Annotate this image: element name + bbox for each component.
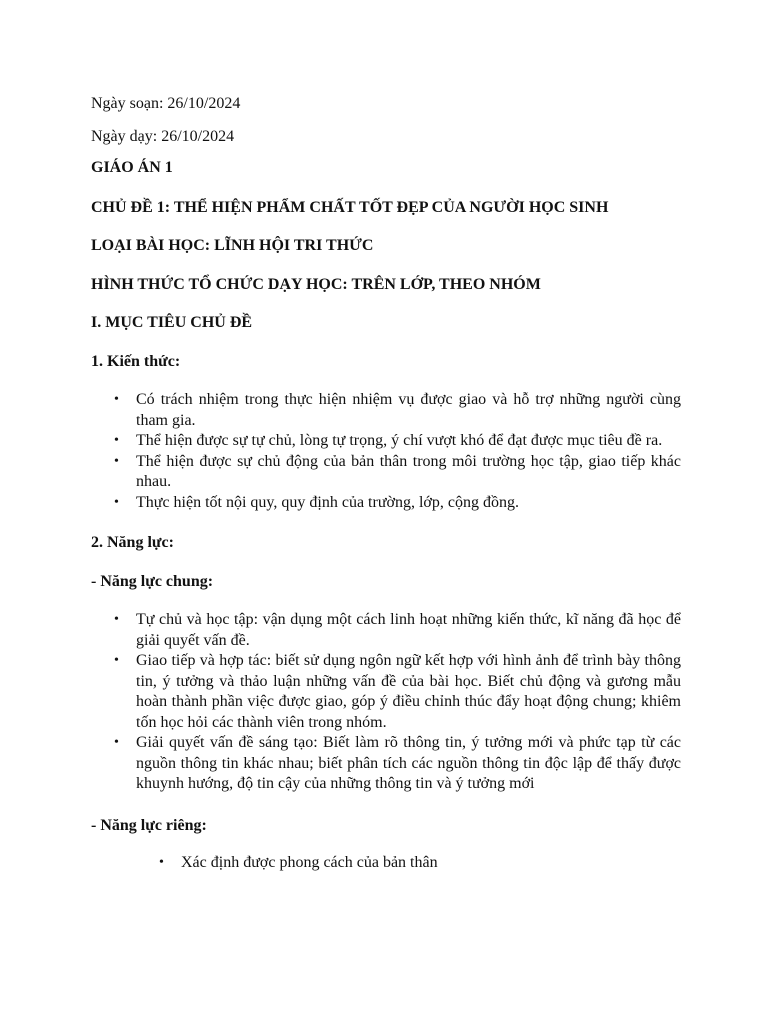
bullet-icon: • <box>114 433 119 448</box>
list-item-text: Có trách nhiệm trong thực hiện nhiệm vụ được giao và hỗ trợ những người cùng tham gia. <box>136 391 681 429</box>
list-item <box>91 493 681 514</box>
bullet-icon: • <box>114 653 119 668</box>
list-item <box>91 853 681 874</box>
date-taught: Ngày dạy: 26/10/2024 <box>91 128 235 145</box>
list-item-text: Thể hiện được sự tự chủ, lòng tự trọng, ý chí vượt khó để đạt được mục tiêu đề ra. <box>136 432 663 449</box>
lesson-type-heading: LOẠI BÀI HỌC: LĨNH HỘI TRI THỨC <box>91 237 374 254</box>
bullet-icon: • <box>159 854 164 870</box>
list-item-text: Giao tiếp và hợp tác: biết sử dụng ngôn ngữ kết hợp với hình ảnh để trình bày thông tin, ý tưởng và thảo luận những vấn đề của bài học. Biết chủ động và gương mẫu hoàn thành phần việc được giao, góp ý điều chỉnh thúc đẩy hoạt động chung; khiêm tốn học hỏi các thành viên trong nhóm. <box>136 652 681 731</box>
list-item <box>91 431 681 452</box>
section-objectives-heading: I. MỤC TIÊU CHỦ ĐỀ <box>91 314 253 331</box>
list-item <box>91 733 681 795</box>
competence-heading: 2. Năng lực: <box>91 534 174 551</box>
knowledge-list <box>91 390 681 513</box>
list-item-text: Xác định được phong cách của bản thân <box>181 853 438 871</box>
list-item-text: Giải quyết vấn đề sáng tạo: Biết làm rõ thông tin, ý tưởng mới và phức tạp từ các nguồn thông tin khác nhau; biết phân tích các nguồn thông tin độc lập để thấy được khuynh hướng, độ tin cậy của những thông tin và ý tưởng mới <box>136 734 681 792</box>
specific-competence-list <box>91 853 681 874</box>
bullet-icon: • <box>114 392 119 407</box>
bullet-icon: • <box>114 494 119 510</box>
list-item-text: Thực hiện tốt nội quy, quy định của trường, lớp, cộng đồng. <box>136 493 519 511</box>
list-item <box>91 651 681 733</box>
list-item <box>91 610 681 651</box>
list-item <box>91 390 681 431</box>
bullet-icon: • <box>114 612 119 627</box>
teaching-form-heading: HÌNH THỨC TỔ CHỨC DẠY HỌC: TRÊN LỚP, THEO NHÓM <box>91 276 541 293</box>
list-item-text: Thể hiện được sự chủ động của bản thân trong môi trường học tập, giao tiếp khác nhau. <box>136 452 681 490</box>
lesson-title: GIÁO ÁN 1 <box>91 159 173 176</box>
bullet-icon: • <box>114 453 119 469</box>
bullet-icon: • <box>114 735 119 750</box>
list-item-text: Tự chủ và học tập: vận dụng một cách linh hoạt những kiến thức, kĩ năng đã học để giải quyết vấn đề. <box>136 611 681 649</box>
knowledge-heading: 1. Kiến thức: <box>91 353 181 370</box>
document-page <box>91 93 681 873</box>
general-competence-list <box>91 610 681 795</box>
date-prepared: Ngày soạn: 26/10/2024 <box>91 95 241 112</box>
specific-competence-heading: - Năng lực riêng: <box>91 816 207 834</box>
general-competence-heading: - Năng lực chung: <box>91 573 214 590</box>
list-item <box>91 452 681 493</box>
topic-heading: CHỦ ĐỀ 1: THỂ HIỆN PHẨM CHẤT TỐT ĐẸP CỦA NGƯỜI HỌC SINH <box>91 199 609 216</box>
